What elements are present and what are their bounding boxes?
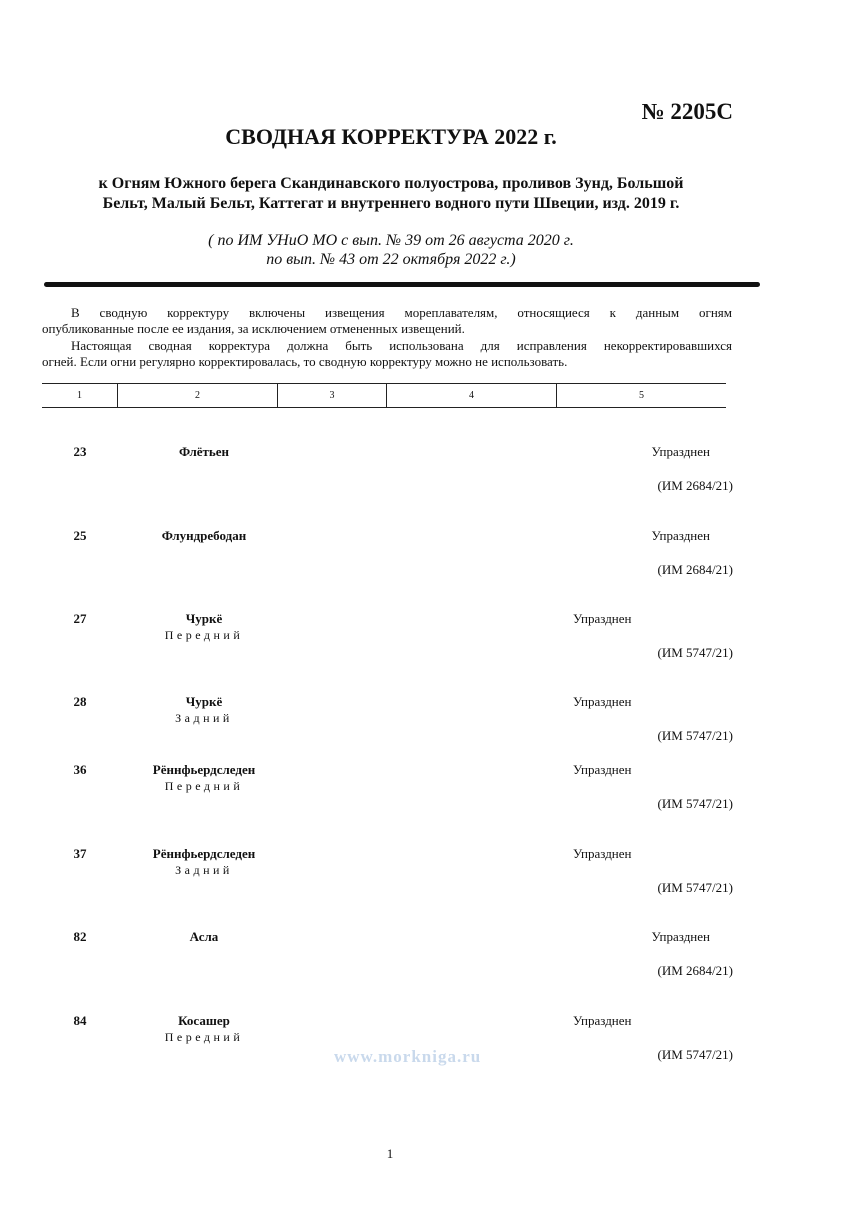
entry-number: 25 [73, 528, 87, 543]
subtitle-line-1: к Огням Южного берега Скандинавского полуострова, проливов Зунд, Большой [98, 175, 684, 192]
header-divider [44, 282, 760, 287]
light-name: Рённфьердследен [152, 762, 256, 777]
notice-reference: (ИМ 2684/21) [657, 562, 733, 577]
column-header-2: 2 [195, 390, 200, 401]
notice-reference: (ИМ 5747/21) [657, 880, 733, 895]
entry-number: 36 [73, 762, 87, 777]
entry-status: Упразднен [651, 444, 710, 459]
intro-paragraph-2-line-1: Настоящая сводная корректура должна быть использована для исправления некорректировавшихся [71, 338, 732, 353]
light-qualifier: Передний [164, 628, 244, 642]
entry-number: 82 [73, 929, 87, 944]
light-name: Флундребодан [161, 528, 247, 543]
light-qualifier: Задний [175, 863, 233, 877]
notice-reference: (ИМ 2684/21) [657, 478, 733, 493]
entry-status: Упразднен [573, 611, 632, 626]
light-name: Косашер [178, 1013, 230, 1028]
light-name: Флётьен [178, 444, 230, 459]
notice-reference: (ИМ 5747/21) [657, 728, 733, 743]
notice-reference: (ИМ 5747/21) [657, 796, 733, 811]
notice-reference: (ИМ 5747/21) [657, 1047, 733, 1062]
entry-number: 27 [73, 611, 87, 626]
source-line-2: по вып. № 43 от 22 октября 2022 г.) [266, 251, 516, 268]
light-name: Чуркё [185, 611, 223, 626]
entry-number: 23 [73, 444, 87, 459]
light-name: Рённфьердследен [152, 846, 256, 861]
intro-paragraph-1-line-2: опубликованные после ее издания, за исключением отмененных извещений. [42, 321, 465, 336]
subtitle-line-2: Бельт, Малый Бельт, Каттегат и внутреннего водного пути Швеции, изд. 2019 г. [102, 195, 680, 212]
entry-number: 84 [73, 1013, 87, 1028]
light-qualifier: Задний [175, 711, 233, 725]
page-number: 1 [386, 1146, 394, 1161]
intro-paragraph-2-line-2: огней. Если огни регулярно корректировалась, то сводную корректуру можно не использовать. [42, 354, 568, 369]
light-name: Чуркё [185, 694, 223, 709]
column-header-1: 1 [77, 390, 82, 401]
entry-status: Упразднен [573, 1013, 632, 1028]
entry-status: Упразднен [573, 846, 632, 861]
entry-status: Упразднен [651, 528, 710, 543]
column-header-row [42, 383, 726, 408]
column-header-3: 3 [329, 390, 335, 401]
entry-number: 28 [73, 694, 87, 709]
light-qualifier: Передний [164, 779, 244, 793]
entry-status: Упразднен [573, 762, 632, 777]
entry-status: Упразднен [651, 929, 710, 944]
entry-number: 37 [73, 846, 87, 861]
light-name: Асла [189, 929, 219, 944]
notice-reference: (ИМ 2684/21) [657, 963, 733, 978]
document-title: СВОДНАЯ КОРРЕКТУРА 2022 г. [225, 124, 557, 149]
watermark: www.morkniga.ru [334, 1047, 482, 1066]
light-qualifier: Передний [164, 1030, 244, 1044]
column-header-5: 5 [639, 390, 644, 401]
source-line-1: ( по ИМ УНиО МО с вып. № 39 от 26 августа 2020 г. [208, 232, 574, 249]
notice-reference: (ИМ 5747/21) [657, 645, 733, 660]
document-number: № 2205С [641, 99, 733, 124]
entry-status: Упразднен [573, 694, 632, 709]
column-header-4: 4 [469, 390, 474, 401]
intro-paragraph-1-line-1: В сводную корректуру включены извещения мореплавателям, относящиеся к данным огням [71, 305, 732, 320]
